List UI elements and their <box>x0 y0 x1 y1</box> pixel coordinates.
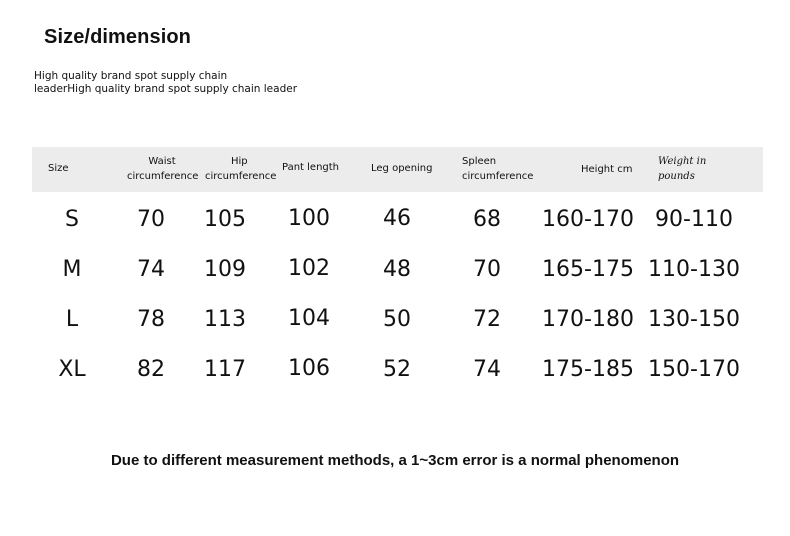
header-waist <box>127 154 197 184</box>
header-weight-line1: Weight in <box>658 156 707 167</box>
cell-height: 165-175 <box>542 257 634 282</box>
cell-pant-length: 100 <box>288 206 330 231</box>
header-pant-length-label: Pant length <box>282 162 340 173</box>
header-hip-line2: circumference <box>205 171 277 182</box>
cell-hip: 105 <box>204 207 246 232</box>
cell-spleen: 74 <box>473 357 501 382</box>
header-height <box>581 162 632 177</box>
header-leg-opening <box>371 161 433 176</box>
cell-waist: 74 <box>137 257 165 282</box>
cell-pant-length: 106 <box>288 356 330 381</box>
header-size-label: Size <box>48 163 69 174</box>
header-hip <box>205 154 276 184</box>
cell-height: 170-180 <box>542 307 634 332</box>
cell-spleen: 70 <box>473 257 501 282</box>
header-spleen-line2: circumference <box>462 171 534 182</box>
cell-hip: 113 <box>204 307 246 332</box>
measurement-note: Due to different measurement methods, a 1~3cm error is a normal phenomenon <box>110 452 680 469</box>
cell-hip: 117 <box>204 357 246 382</box>
cell-height: 160-170 <box>542 207 634 232</box>
subtitle <box>34 70 297 96</box>
cell-weight: 110-130 <box>648 257 740 282</box>
cell-leg-opening: 52 <box>383 357 411 382</box>
cell-pant-length: 104 <box>288 306 330 331</box>
header-leg-opening-label: Leg opening <box>371 163 433 174</box>
cell-hip: 109 <box>204 257 246 282</box>
cell-waist: 82 <box>137 357 165 382</box>
cell-height: 175-185 <box>542 357 634 382</box>
header-pant-length <box>282 160 339 175</box>
header-waist-line1: Waist <box>148 156 176 167</box>
header-size <box>48 161 69 176</box>
header-spleen <box>462 154 533 184</box>
cell-leg-opening: 50 <box>383 307 411 332</box>
subtitle-line-1: High quality brand spot supply chain <box>34 70 228 82</box>
cell-leg-opening: 46 <box>383 206 411 231</box>
header-hip-line1: Hip <box>231 156 248 167</box>
cell-weight: 130-150 <box>648 307 740 332</box>
cell-size: L <box>65 307 79 332</box>
cell-size: S <box>65 207 79 232</box>
cell-size: XL <box>58 357 86 382</box>
cell-pant-length: 102 <box>288 256 330 281</box>
cell-leg-opening: 48 <box>383 257 411 282</box>
cell-waist: 70 <box>137 207 165 232</box>
cell-weight: 150-170 <box>648 357 740 382</box>
cell-waist: 78 <box>137 307 165 332</box>
header-height-label: Height cm <box>581 164 633 175</box>
cell-spleen: 72 <box>473 307 501 332</box>
header-spleen-line1: Spleen <box>462 156 497 167</box>
cell-spleen: 68 <box>473 207 501 232</box>
cell-size: M <box>62 257 82 282</box>
cell-weight: 90-110 <box>655 207 733 232</box>
header-weight-line2: pounds <box>658 171 695 182</box>
header-waist-line2: circumference <box>127 171 199 182</box>
page-title: Size/dimension <box>44 26 191 48</box>
subtitle-line-2: leaderHigh quality brand spot supply chain leader <box>34 83 298 95</box>
header-weight <box>658 154 706 184</box>
